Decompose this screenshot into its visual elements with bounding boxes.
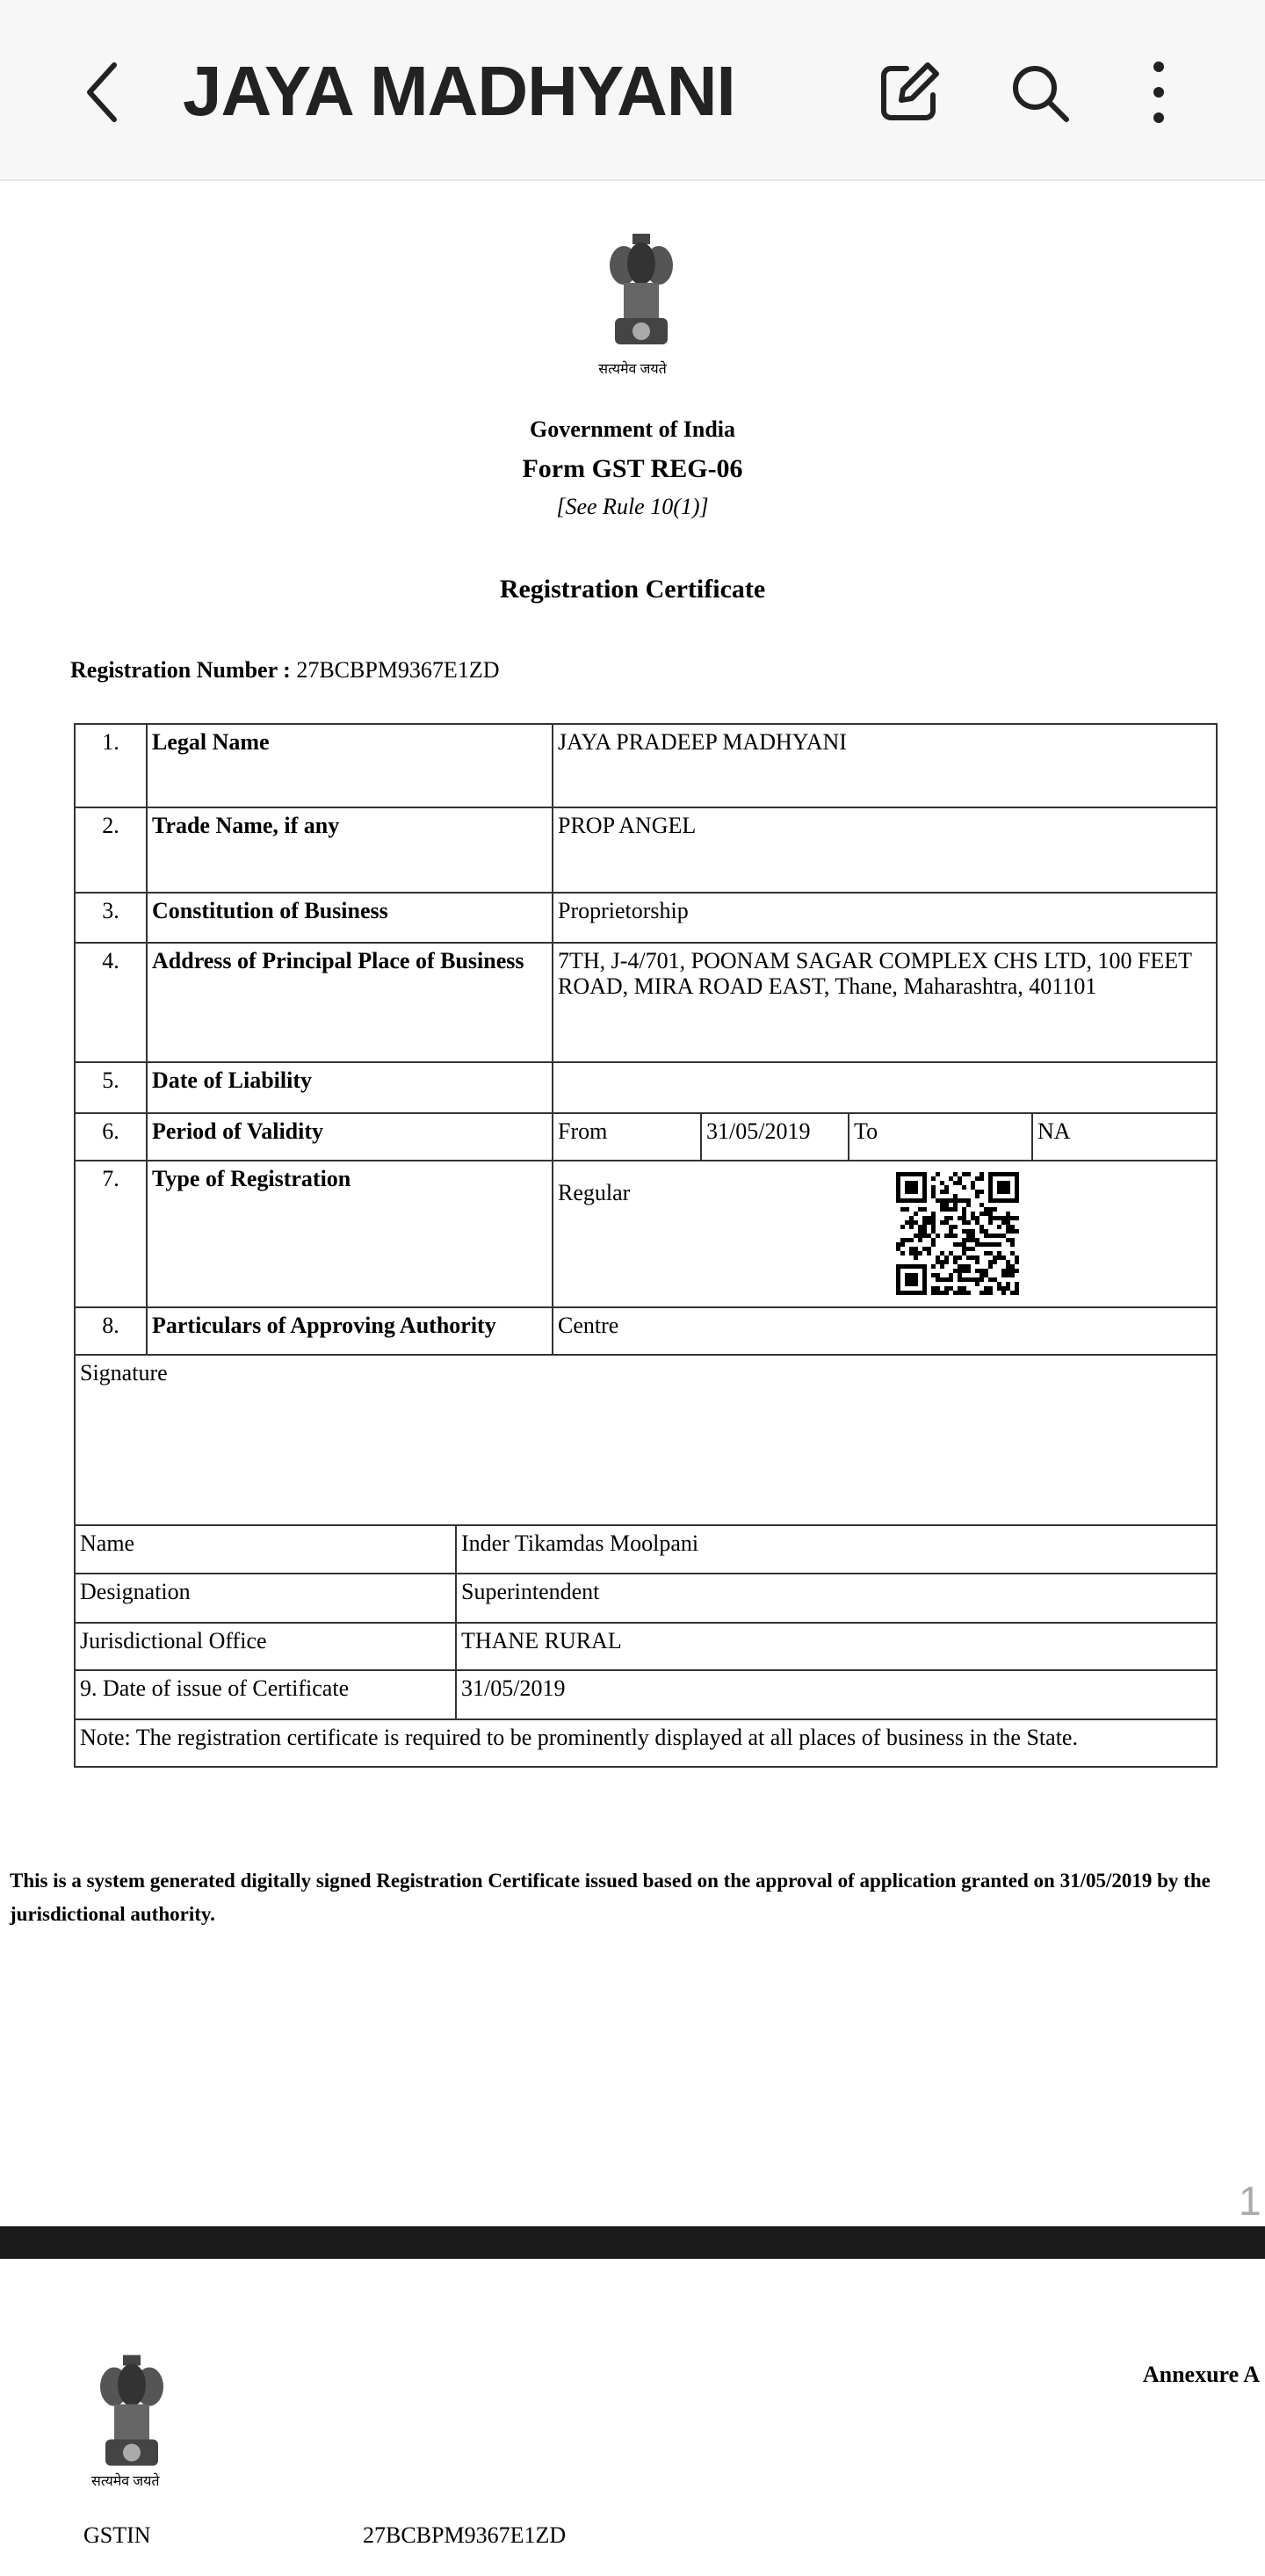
row-label: Trade Name, if any xyxy=(152,813,340,838)
table-cell: PROP ANGEL xyxy=(553,807,1217,893)
signature-label: Signature xyxy=(75,1355,1217,1525)
footer-statement: This is a system generated digitally signed Registration Certificate issued based on the approval of application granted on 31/05/2019 by the jurisdictional authority. xyxy=(10,1870,1211,1925)
table-row xyxy=(75,1062,1217,1113)
table-cell: Designation xyxy=(75,1574,456,1623)
table-cell: To xyxy=(849,1113,1032,1161)
registration-number xyxy=(70,657,499,684)
registration-number-label: Registration Number : xyxy=(70,657,291,683)
table-cell xyxy=(147,943,553,1062)
gstin-label: GSTIN xyxy=(83,2522,151,2548)
table-cell xyxy=(553,1062,1217,1113)
table-cell: 6. xyxy=(75,1113,147,1161)
table-cell: 1. xyxy=(75,724,147,807)
table-cell xyxy=(147,807,553,893)
table-row xyxy=(75,1574,1217,1623)
table-cell xyxy=(147,1113,553,1161)
registration-type: Regular xyxy=(558,1180,631,1205)
table-cell: Name xyxy=(75,1525,456,1574)
table-cell: 3. xyxy=(75,893,147,943)
table-cell: NA xyxy=(1032,1113,1217,1161)
search-icon[interactable] xyxy=(1005,58,1073,127)
table-row xyxy=(75,1525,1217,1574)
table-row xyxy=(75,1113,1217,1161)
table-cell: 8. xyxy=(75,1307,147,1355)
row-label: Date of Liability xyxy=(152,1067,312,1093)
table-row xyxy=(75,807,1217,893)
registration-number-value: 27BCBPM9367E1ZD xyxy=(296,657,500,683)
table-cell: 9. Date of issue of Certificate xyxy=(75,1670,456,1719)
annexure-title: Annexure A xyxy=(1142,2362,1260,2387)
table-cell: JAYA PRADEEP MADHYANI xyxy=(553,724,1217,807)
table-row xyxy=(75,943,1217,1062)
national-emblem-icon xyxy=(88,2341,176,2490)
signature-table xyxy=(74,1354,1218,1768)
row-label: Address of Principal Place of Business xyxy=(152,948,524,973)
page-number: 1 xyxy=(1239,2178,1261,2224)
table-row xyxy=(75,724,1217,807)
table-cell: THANE RURAL xyxy=(456,1623,1217,1670)
emblem-motto: सत्यमेव जयते xyxy=(91,2474,160,2489)
table-cell: Proprietorship xyxy=(553,893,1217,943)
table-cell: 4. xyxy=(75,943,147,1062)
registration-table xyxy=(74,723,1218,1356)
gov-title: Government of India xyxy=(530,416,735,442)
table-cell: Jurisdictional Office xyxy=(75,1623,456,1670)
qr-code-icon xyxy=(896,1172,1019,1295)
edit-icon[interactable] xyxy=(875,58,943,127)
table-row xyxy=(75,1161,1217,1307)
national-emblem-icon xyxy=(597,230,685,358)
table-cell xyxy=(147,1062,553,1113)
table-cell xyxy=(147,893,553,943)
table-row xyxy=(75,1623,1217,1670)
table-cell: 7. xyxy=(75,1161,147,1307)
gstin-value: 27BCBPM9367E1ZD xyxy=(363,2522,567,2548)
table-row xyxy=(75,1307,1217,1355)
row-label: Legal Name xyxy=(152,729,270,755)
table-cell: 31/05/2019 xyxy=(456,1670,1217,1719)
app-header xyxy=(0,0,1265,181)
chevron-left-icon[interactable] xyxy=(70,58,139,127)
table-cell xyxy=(147,1161,553,1307)
row-label: Particulars of Approving Authority xyxy=(152,1313,496,1338)
table-cell: 5. xyxy=(75,1062,147,1113)
table-cell: 31/05/2019 xyxy=(701,1113,849,1161)
table-row xyxy=(75,1670,1217,1719)
table-cell xyxy=(147,724,553,807)
table-row xyxy=(75,893,1217,943)
form-title: Form GST REG-06 xyxy=(522,454,743,483)
table-cell: Superintendent xyxy=(456,1574,1217,1623)
table-cell: Inder Tikamdas Moolpani xyxy=(456,1525,1217,1574)
table-cell: From xyxy=(553,1113,701,1161)
note: Note: The registration certificate is required to be prominently displayed at all places of business in the State. xyxy=(75,1719,1217,1767)
table-cell xyxy=(147,1307,553,1355)
rule-ref: [See Rule 10(1)] xyxy=(556,494,709,519)
more-vertical-icon[interactable] xyxy=(1124,58,1193,127)
table-cell: 2. xyxy=(75,807,147,893)
emblem-motto: सत्यमेव जयते xyxy=(598,362,667,377)
table-cell: Centre xyxy=(553,1307,1217,1355)
certificate-heading: Registration Certificate xyxy=(499,575,766,604)
document-title: JAYA MADHYANI xyxy=(183,52,735,130)
table-cell: 7TH, J-4/701, POONAM SAGAR COMPLEX CHS LTD, 100 FEET ROAD, MIRA ROAD EAST, Thane, Maharashtra, 401101 xyxy=(553,943,1217,1062)
page-separator xyxy=(0,2226,1265,2259)
table-cell xyxy=(553,1161,1217,1307)
row-label: Type of Registration xyxy=(152,1166,351,1191)
row-label: Constitution of Business xyxy=(152,898,388,923)
row-label: Period of Validity xyxy=(152,1118,324,1144)
